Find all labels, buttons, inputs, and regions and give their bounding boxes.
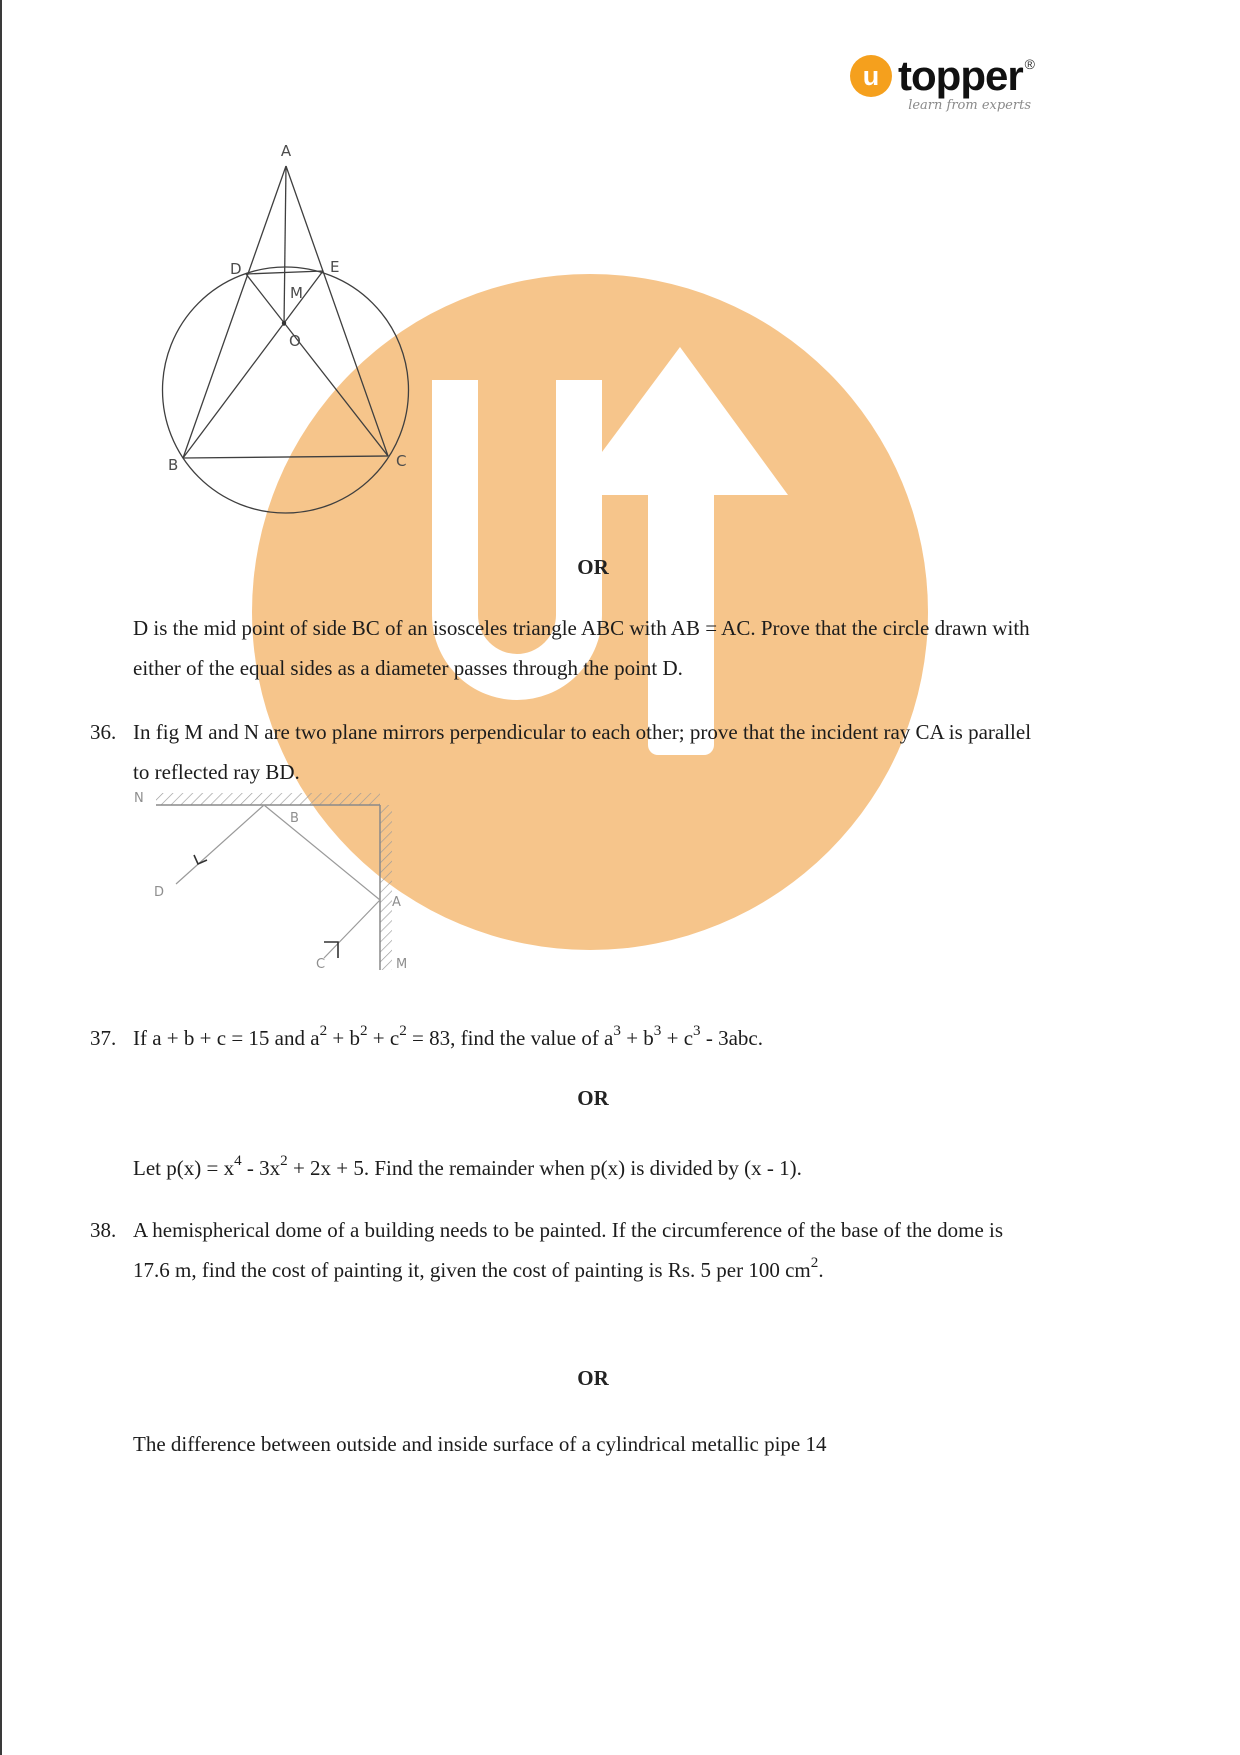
question-37-text: If a + b + c = 15 and $a^2 + b^2 + c^2 = 83$, find the value of $a^3 + b^3 + c^3 - 3abc$. xyxy=(133,1023,763,1050)
question-38-text: A hemispherical dome of a building needs to be painted. If the circumference of the base of the dome is 17.6 m, find the cost of painting it, given the cost of painting is Rs. 5 per 100 $cm^2$. xyxy=(133,1218,1004,1282)
figure-circle-triangle xyxy=(158,138,414,528)
label-D: D xyxy=(154,885,165,900)
label-D: D xyxy=(230,260,242,278)
question-35-alternate-text: D is the mid point of side BC of an isosceles triangle ABC with AB = AC. Prove that the circle drawn with either of the equal sides as a diameter passes through the point D. xyxy=(133,616,1030,680)
label-A: A xyxy=(392,895,401,910)
mirror-N-hatch xyxy=(156,793,380,805)
label-C: C xyxy=(316,957,326,972)
question-38-number: 38. xyxy=(90,1218,117,1242)
ray-CA xyxy=(324,900,380,958)
line-BC xyxy=(183,456,388,458)
or-separator-1: OR xyxy=(577,555,609,579)
label-C: C xyxy=(396,452,407,470)
ray-AB xyxy=(264,805,380,900)
ray-BD xyxy=(176,805,264,884)
question-38 xyxy=(90,1210,1035,1290)
brand-logo xyxy=(850,52,1035,113)
brand-name: topper xyxy=(898,52,1023,99)
label-B: B xyxy=(168,456,179,474)
label-M: M xyxy=(290,284,303,302)
label-A: A xyxy=(280,142,292,160)
question-36 xyxy=(90,712,1035,792)
figure-plane-mirrors xyxy=(128,788,428,988)
question-36-text: In fig M and N are two plane mirrors perpendicular to each other; prove that the incident ray CA is parallel to reflected ray BD. xyxy=(133,720,1032,784)
line-AC xyxy=(286,166,388,456)
label-E: E xyxy=(330,258,340,276)
arrowhead-BD xyxy=(194,855,207,864)
registered-trademark-icon: ® xyxy=(1024,56,1035,72)
topper-logo-icon: u xyxy=(850,55,892,97)
label-O: O xyxy=(289,332,301,350)
or-separator-2: OR xyxy=(577,1086,609,1110)
label-N: N xyxy=(134,791,144,806)
line-AO xyxy=(284,166,286,326)
scan-edge-artifact xyxy=(0,0,2,1755)
point-O xyxy=(282,321,286,325)
question-37-alternate-text: Let $p(x) = x^4 - 3x^2 + 2x + 5$. Find the remainder when p(x) is divided by (x - 1). xyxy=(133,1153,802,1180)
or-separator-3: OR xyxy=(577,1366,609,1390)
question-37 xyxy=(90,1018,1035,1058)
question-38-alternate-text: The difference between outside and inside surface of a cylindrical metallic pipe 14 xyxy=(133,1432,827,1456)
question-37-number: 37. xyxy=(90,1026,117,1050)
label-B: B xyxy=(290,811,299,826)
line-AB xyxy=(183,166,286,458)
label-M: M xyxy=(396,957,408,972)
mirror-M-hatch xyxy=(380,805,392,970)
figure-circle-outline xyxy=(163,267,409,513)
brand-tagline: learn from experts xyxy=(908,98,1031,113)
question-36-number: 36. xyxy=(90,720,117,744)
line-DC xyxy=(246,274,388,456)
